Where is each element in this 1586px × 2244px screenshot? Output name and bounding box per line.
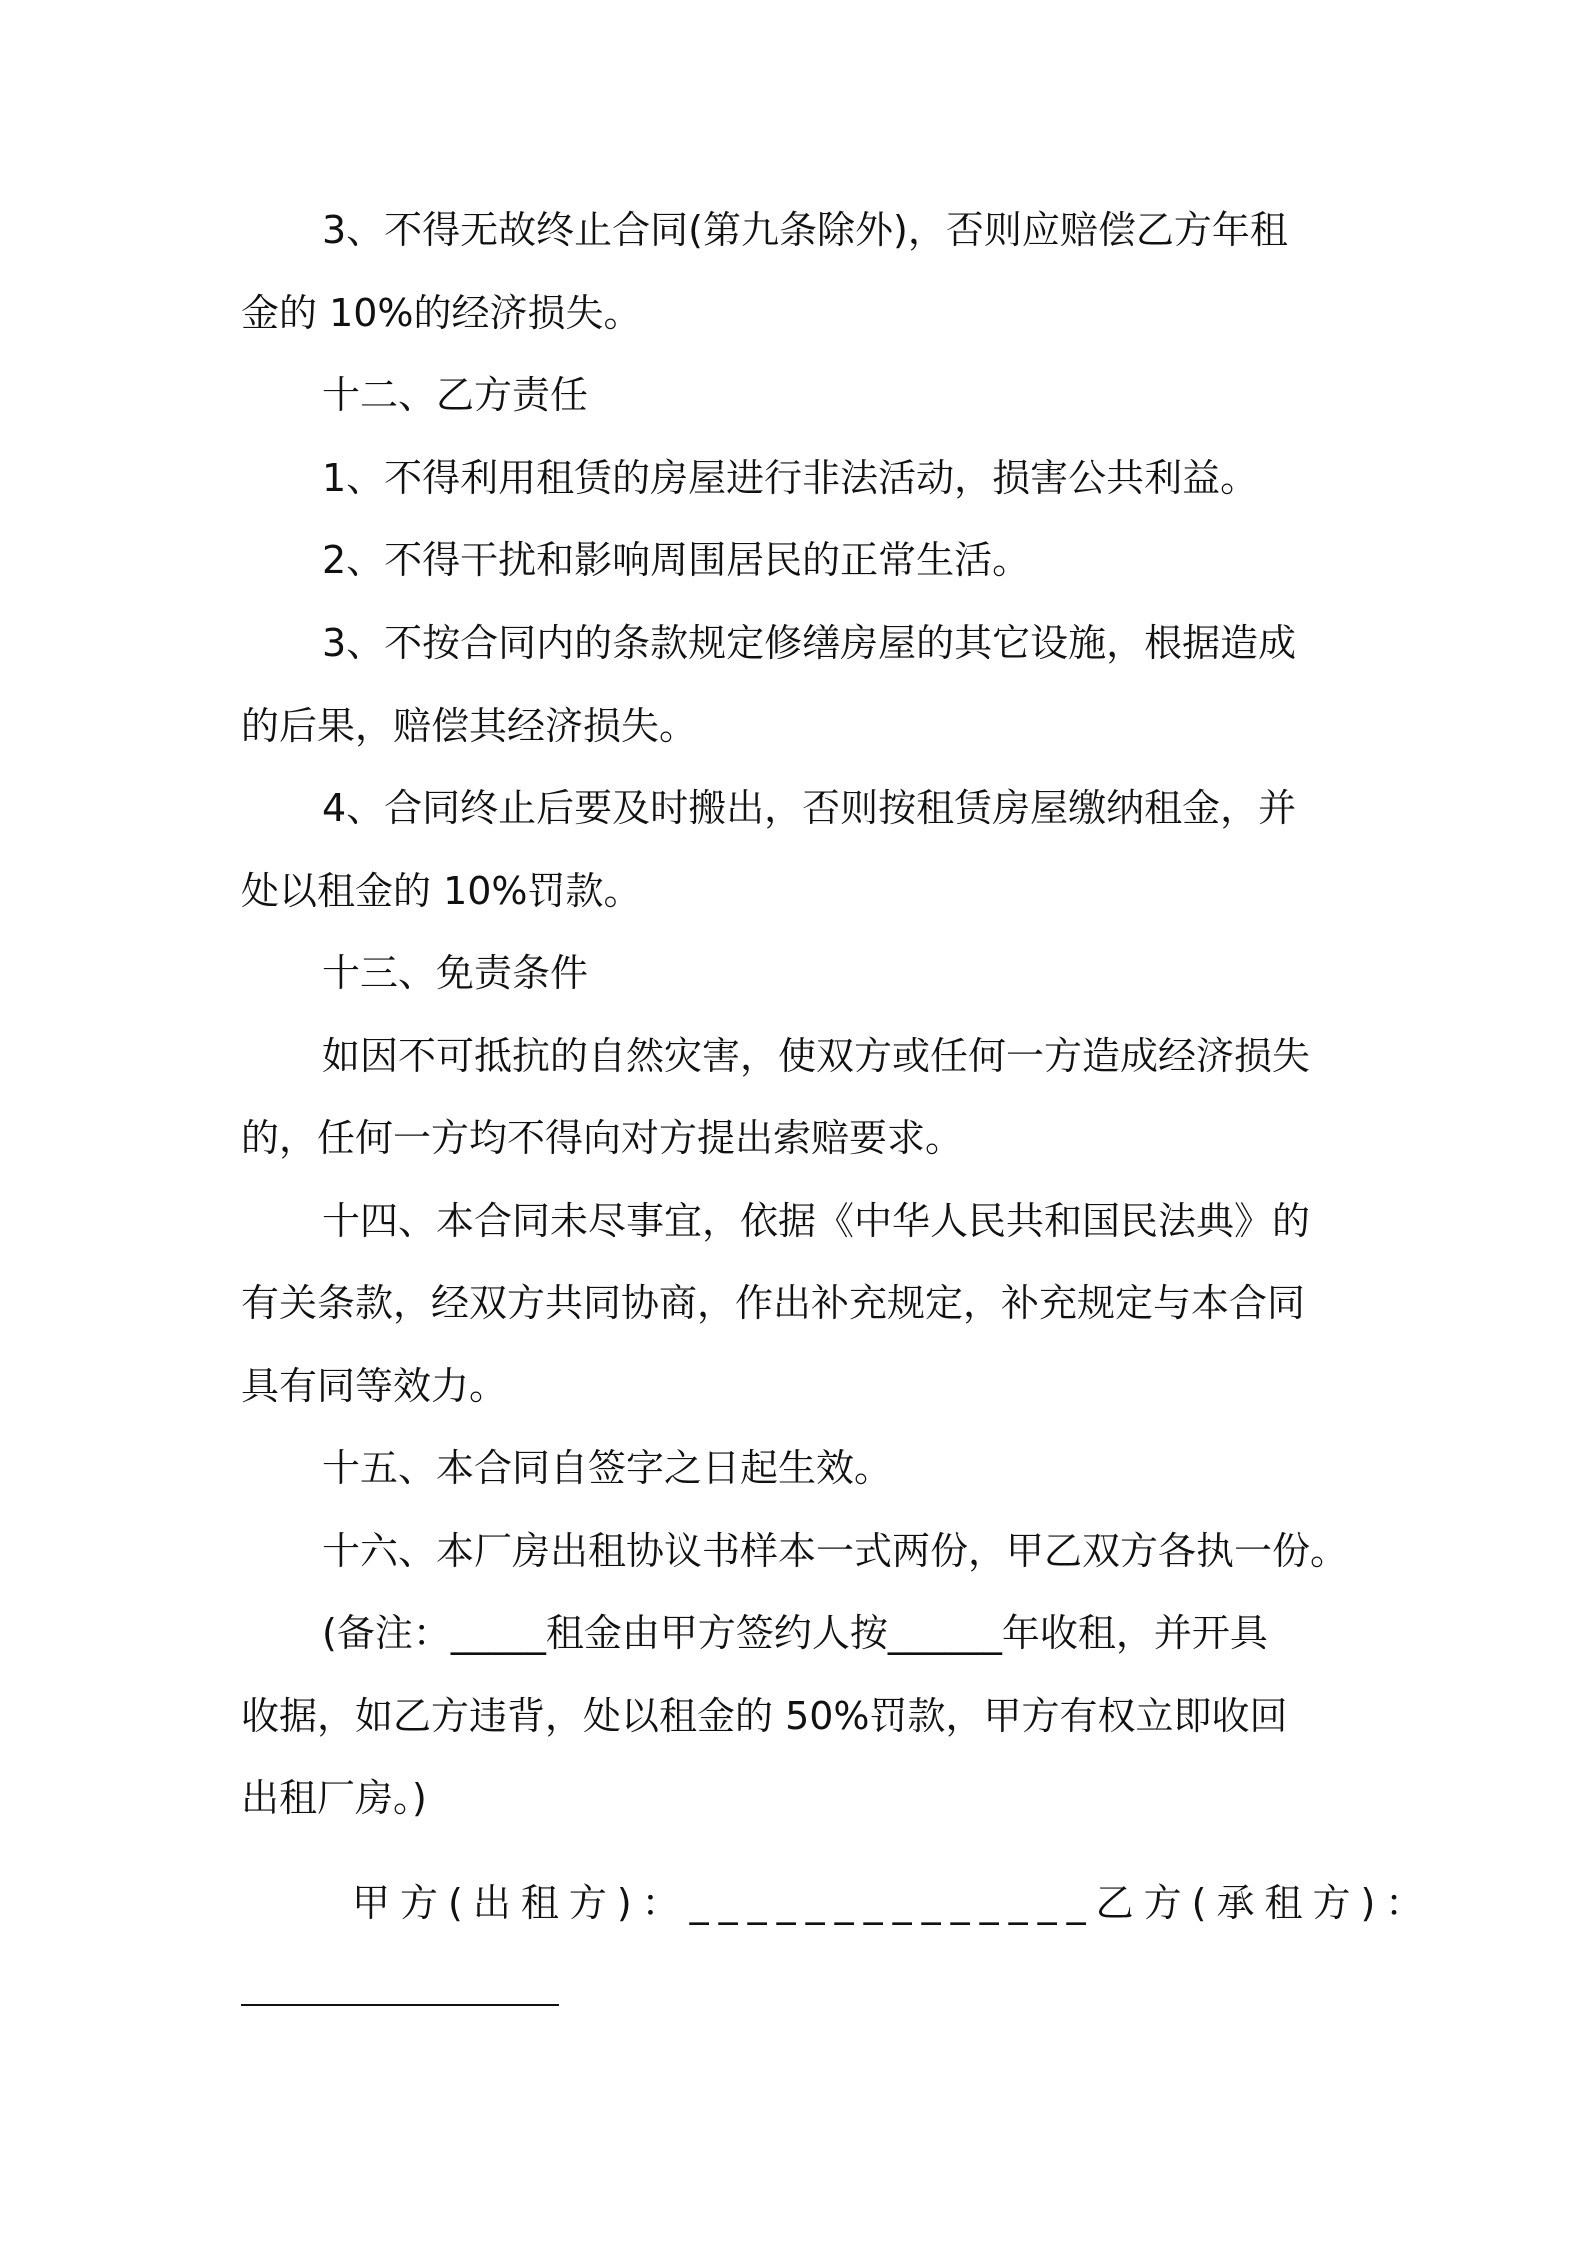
line-text: 的后果，赔偿其经济损失。 xyxy=(241,704,698,748)
heading-text: 十二、乙方责任 xyxy=(322,373,589,417)
line-text: 如因不可抵抗的自然灾害，使双方或任何一方造成经济损失 xyxy=(322,1034,1311,1078)
remark-line xyxy=(0,1686,1586,1746)
line-text: 3、不按合同内的条款规定修缮房屋的其它设施，根据造成 xyxy=(322,621,1297,665)
line-text: 有关条款，经双方共同协商，作出补充规定，补充规定与本合同 xyxy=(241,1281,1306,1325)
paragraph-line xyxy=(0,778,1586,838)
remark-line xyxy=(0,1768,1586,1828)
paragraph-line xyxy=(0,696,1586,756)
paragraph-line xyxy=(0,530,1586,590)
line-text: 十四、本合同未尽事宜，依据《中华人民共和国民法典》的 xyxy=(322,1199,1311,1243)
paragraph-line xyxy=(0,1438,1586,1498)
line-text: 十六、本厂房出租协议书样本一式两份，甲乙双方各执一份。 xyxy=(322,1529,1349,1573)
line-text: 4、合同终止后要及时搬出，否则按租赁房屋缴纳租金，并 xyxy=(322,786,1297,830)
line-text: 金的 10%的经济损失。 xyxy=(241,291,642,335)
line-text: 2、不得干扰和影响周围居民的正常生活。 xyxy=(322,538,1031,582)
signature-text: 甲方(出租方)：______________乙方(承租方)： xyxy=(352,1881,1434,1925)
line-text: 处以租金的 10%罚款。 xyxy=(241,869,642,913)
paragraph-line xyxy=(0,1273,1586,1333)
paragraph-line xyxy=(0,1191,1586,1251)
line-text: 的，任何一方均不得向对方提出索赔要求。 xyxy=(241,1116,964,1160)
line-text: 收据，如乙方违背，处以租金的 50%罚款，甲方有权立即收回 xyxy=(241,1694,1288,1738)
signature-blank-line xyxy=(241,2004,559,2006)
remark-line xyxy=(0,1603,1586,1663)
line-text: 3、不得无故终止合同(第九条除外)，否则应赔偿乙方年租 xyxy=(322,208,1288,252)
paragraph-line xyxy=(0,1026,1586,1086)
line-text: 出租厂房。) xyxy=(241,1776,427,1820)
heading-text: 十三、免责条件 xyxy=(322,951,589,995)
paragraph-line xyxy=(0,448,1586,508)
paragraph-line xyxy=(0,283,1586,343)
paragraph-line xyxy=(0,1521,1586,1581)
line-text: 十五、本合同自签字之日起生效。 xyxy=(322,1446,893,1490)
line-text: 1、不得利用租赁的房屋进行非法活动，损害公共利益。 xyxy=(322,456,1259,500)
paragraph-line xyxy=(0,1356,1586,1416)
signature-row xyxy=(0,1873,1586,1933)
section-heading xyxy=(0,943,1586,1003)
paragraph-line xyxy=(0,1108,1586,1168)
paragraph-line xyxy=(0,861,1586,921)
section-heading xyxy=(0,365,1586,425)
line-text: 具有同等效力。 xyxy=(241,1364,508,1408)
paragraph-line xyxy=(0,613,1586,673)
line-text: (备注：_____租金由甲方签约人按______年收租，并开具 xyxy=(322,1611,1268,1655)
paragraph-line xyxy=(0,200,1586,260)
